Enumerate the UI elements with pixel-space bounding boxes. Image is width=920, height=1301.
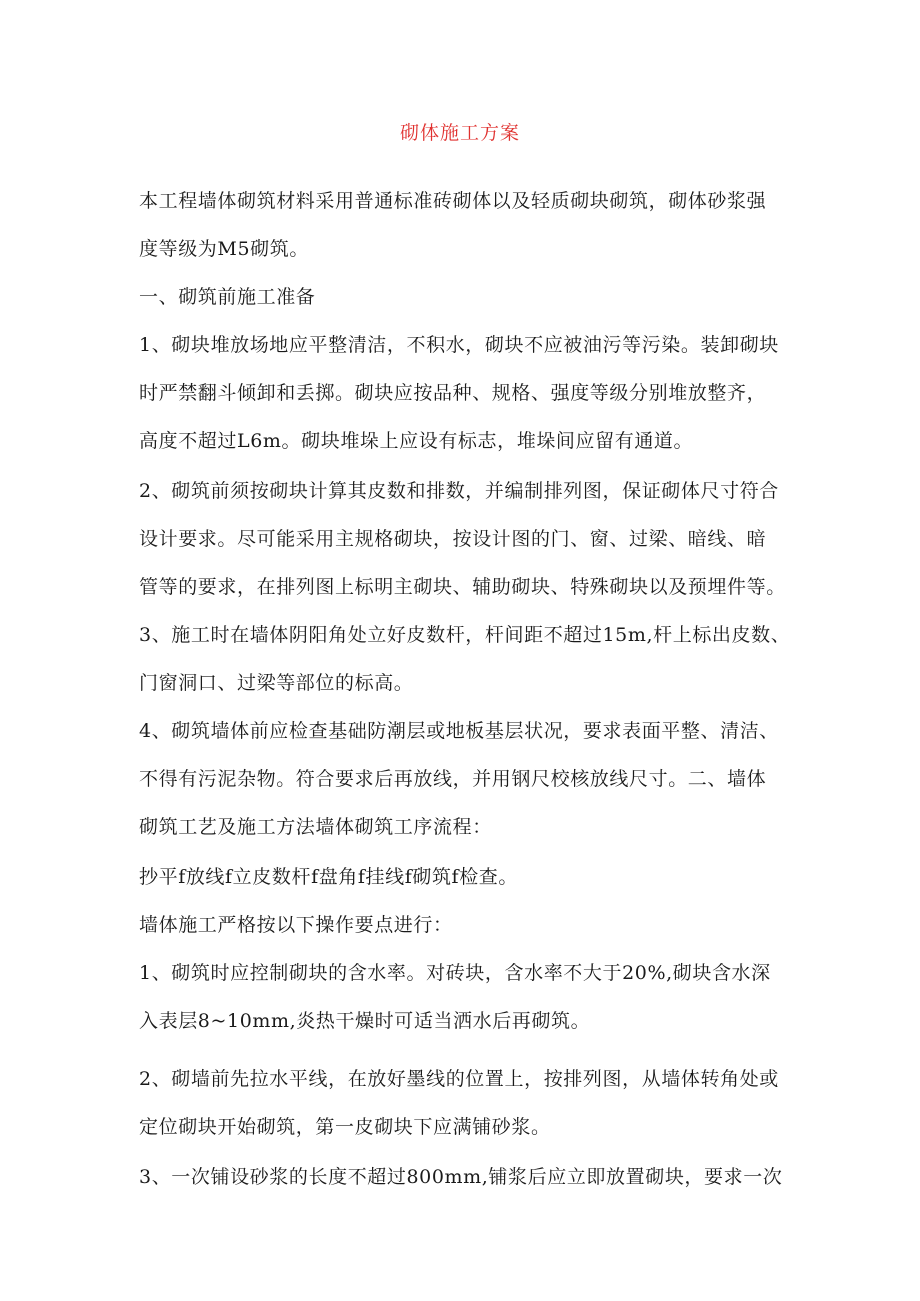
text-line: 3、施工时在墙体阴阳角处立好皮数杆，杆间距不超过15m,杆上标出皮数、 (139, 624, 791, 646)
item1-paragraph (139, 321, 799, 465)
text-line: 高度不超过L6m。砌块堆垛上应设有标志，堆垛间应留有通道。 (139, 430, 694, 452)
rules-heading (139, 901, 799, 949)
text-line: 抄平f放线f立皮数杆f盘角f挂线f砌筑f检查。 (139, 866, 518, 888)
text-line: 管等的要求，在排列图上标明主砌块、辅助砌块、特殊砌块以及预埋件等。 (139, 576, 786, 598)
text-line: 一、砌筑前施工准备 (139, 286, 316, 308)
text-line: 3、一次铺设砂浆的长度不超过800mm,铺浆后应立即放置砌块，要求一次 (139, 1166, 783, 1188)
text-line: 入表层8~10mm,炎热干燥时可适当洒水后再砌筑。 (139, 1010, 591, 1032)
item3-paragraph (139, 611, 799, 707)
text-line: 度等级为M5砌筑。 (139, 238, 309, 260)
text-line: 设计要求。尽可能采用主规格砌块，按设计图的门、窗、过梁、暗线、暗 (139, 528, 767, 550)
item4-paragraph (139, 707, 799, 851)
text-line: 定位砌块开始砌筑，第一皮砌块下应满铺砂浆。 (139, 1116, 551, 1138)
intro-paragraph (139, 177, 799, 273)
text-line: 墙体施工严格按以下操作要点进行： (139, 914, 453, 936)
text-line: 砌筑工艺及施工方法墙体砌筑工序流程： (139, 816, 492, 838)
text-line: 门窗洞口、过梁等部位的标高。 (139, 672, 414, 694)
section1-heading (139, 273, 799, 321)
text-line: 4、砌筑墙体前应检查基础防潮层或地板基层状况，要求表面平整、清洁、 (139, 720, 779, 742)
item2-paragraph (139, 467, 799, 611)
text-line: 1、砌块堆放场地应平整清洁，不积水，砌块不应被油污等污染。装卸砌块 (139, 334, 779, 356)
flow-line (139, 853, 799, 901)
document-title: 砌体施工方案 (399, 122, 520, 144)
rule3-paragraph (139, 1153, 799, 1201)
rule1-paragraph (139, 949, 799, 1045)
text-line: 本工程墙体砌筑材料采用普通标准砖砌体以及轻质砌块砌筑，砌体砂浆强 (139, 190, 767, 212)
rule2-paragraph (139, 1055, 799, 1151)
text-line: 时严禁翻斗倾卸和丢掷。砌块应按品种、规格、强度等级分别堆放整齐， (139, 382, 767, 404)
text-line: 2、砌墙前先拉水平线，在放好墨线的位置上，按排列图，从墙体转角处或 (139, 1068, 779, 1090)
text-line: 不得有污泥杂物。符合要求后再放线，并用钢尺校核放线尺寸。二、墙体 (139, 768, 767, 790)
text-line: 2、砌筑前须按砌块计算其皮数和排数，并编制排列图，保证砌体尺寸符合 (139, 480, 779, 502)
text-line: 1、砌筑时应控制砌块的含水率。对砖块，含水率不大于20%,砌块含水深 (139, 962, 771, 984)
